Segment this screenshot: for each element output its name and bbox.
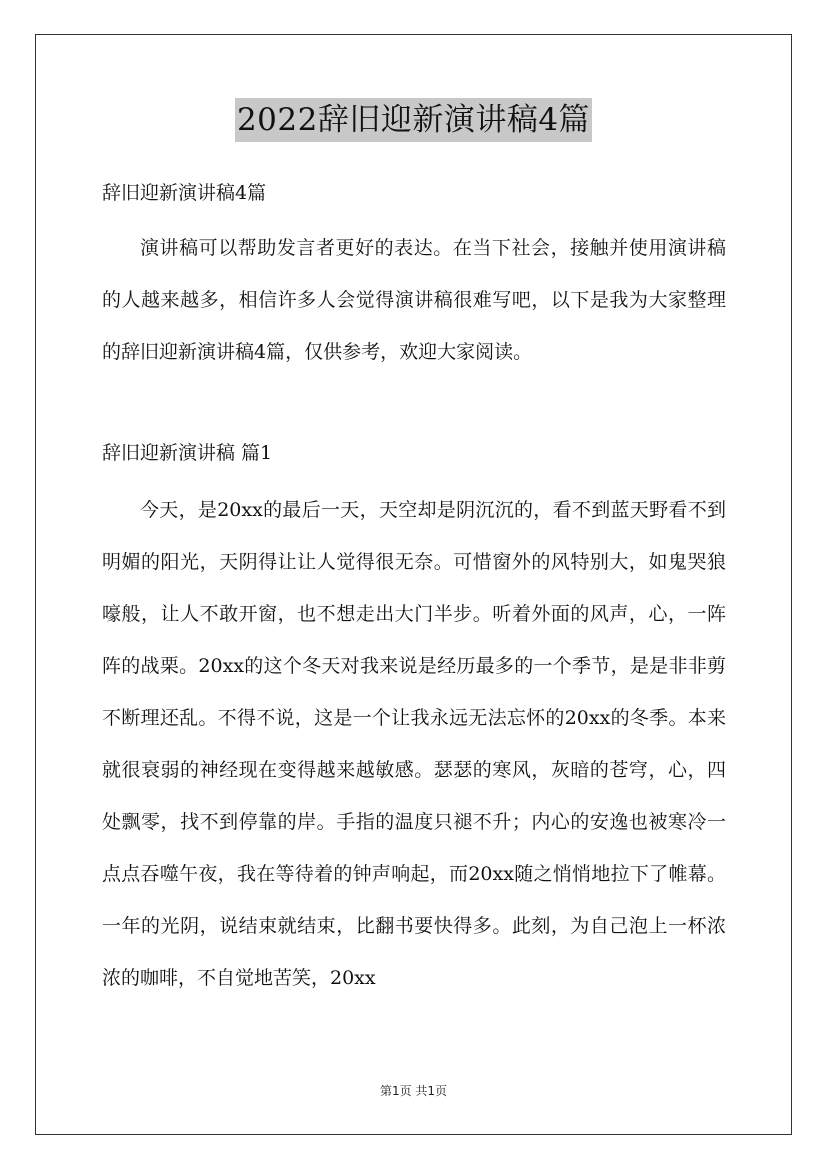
document-title: 2022辞旧迎新演讲稿4篇 <box>235 98 592 142</box>
section-1-paragraph: 今天，是20xx的最后一天，天空却是阴沉沉的，看不到蓝天野看不到明媚的阳光，天阴得让让人觉得很无奈。可惜窗外的风特别大，如鬼哭狼嚎般，让人不敢开窗，也不想走出大门半步。听着外面的风声，心，一阵阵的战栗。20xx的这个冬天对我来说是经历最多的一个季节，是是非非剪不断理还乱。不得不说，这是一个让我永远无法忘怀的20xx的冬季。本来就很衰弱的神经现在变得越来越敏感。瑟瑟的寒风，灰暗的苍穹，心，四处飘零，找不到停靠的岸。手指的温度只褪不升；内心的安逸也被寒冷一点点吞噬午夜，我在等待着的钟声响起，而20xx随之悄悄地拉下了帷幕。一年的光阴，说结束就结束，比翻书要快得多。此刻，为自己泡上一杯浓浓的咖啡，不自觉地苦笑，20xx <box>102 499 726 989</box>
intro-paragraph: 演讲稿可以帮助发言者更好的表达。在当下社会，接触并使用演讲稿的人越来越多，相信许多人会觉得演讲稿很难写吧，以下是我为大家整理的辞旧迎新演讲稿4篇，仅供参考，欢迎大家阅读。 <box>102 237 726 363</box>
page-footer: 第1页 共1页 <box>379 1084 448 1098</box>
title-container <box>0 98 827 142</box>
document-subtitle: 辞旧迎新演讲稿4篇 <box>102 182 267 204</box>
document-body <box>102 178 726 1004</box>
section-1-heading: 辞旧迎新演讲稿 篇1 <box>102 442 273 464</box>
